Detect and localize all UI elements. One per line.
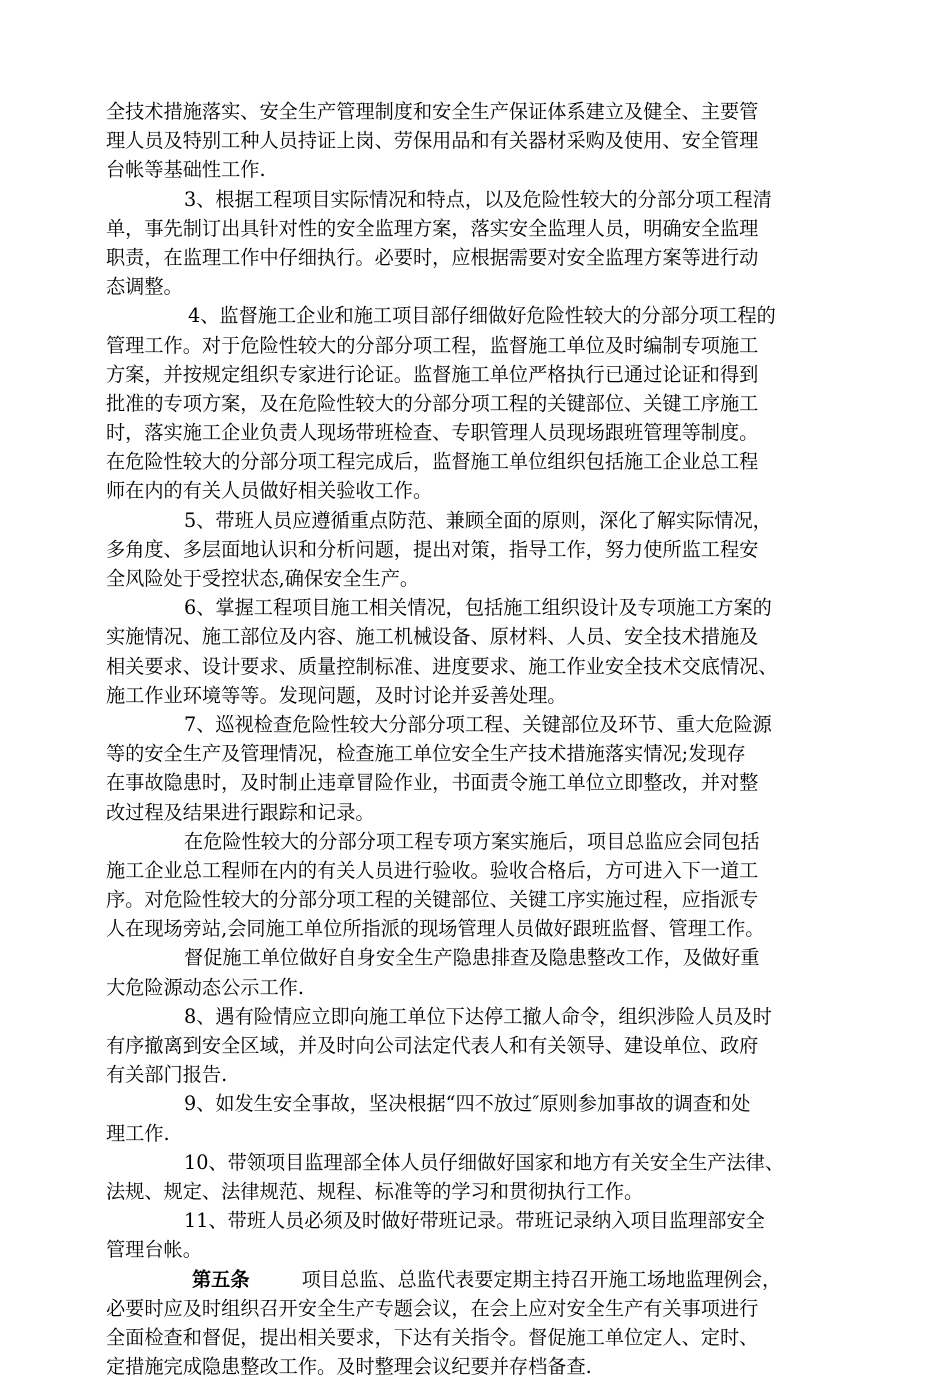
paragraph-11-start: 11、带班人员必须及时做好带班记录。带班记录纳入项目监理部安全 xyxy=(184,1209,765,1233)
text-line: 管理台帐。 xyxy=(106,1238,202,1262)
text-line: 批准的专项方案，及在危险性较大的分部分项工程的关键部位、关键工序施工 xyxy=(106,391,759,415)
text-line: 管理工作。对于危险性较大的分部分项工程，监督施工单位及时编制专项施工 xyxy=(106,333,759,357)
paragraph-acceptance-start: 在危险性较大的分部分项工程专项方案实施后，项目总监应会同包括 xyxy=(184,829,760,853)
paragraph-supervise-start: 督促施工单位做好自身安全生产隐患排查及隐患整改工作，及做好重 xyxy=(184,946,760,970)
text-line: 法规、规定、法律规范、规程、标准等的学习和贯彻执行工作。 xyxy=(106,1179,644,1203)
text-line: 施工企业总工程师在内的有关人员进行验收。验收合格后，方可进入下一道工 xyxy=(106,858,759,882)
paragraph-3-start: 3、根据工程项目实际情况和特点，以及危险性较大的分部分项工程清 xyxy=(184,187,772,211)
text-line: 单，事先制订出具针对性的安全监理方案，落实安全监理人员，明确安全监理 xyxy=(106,216,759,240)
document-body xyxy=(106,97,866,1381)
article-5-heading-line xyxy=(106,1265,866,1294)
text-line: 理工作. xyxy=(106,1121,170,1145)
text-line: 有序撤离到安全区域，并及时向公司法定代表人和有关领导、建设单位、政府 xyxy=(106,1034,759,1057)
text-line: 必要时应及时组织召开安全生产专题会议，在会上应对安全生产有关事项进行 xyxy=(106,1296,759,1320)
paragraph-5-start: 5、带班人员应遵循重点防范、兼顾全面的原则，深化了解实际情况， xyxy=(184,508,772,532)
paragraph-10-start: 10、带领项目监理部全体人员仔细做好国家和地方有关安全生产法律、 xyxy=(184,1150,785,1174)
text-line: 台帐等基础性工作. xyxy=(106,158,266,182)
text-line: 相关要求、设计要求、质量控制标准、进度要求、施工作业安全技术交底情况、 xyxy=(106,654,778,678)
text-line: 有关部门报告. xyxy=(106,1063,228,1087)
article-title: 第五条 xyxy=(192,1267,250,1291)
text-line: 师在内的有关人员做好相关验收工作。 xyxy=(106,479,433,503)
text-line: 大危险源动态公示工作. xyxy=(106,975,304,999)
text-line: 全面检查和督促，提出相关要求，下达有关指令。督促施工单位定人、定时、 xyxy=(106,1325,759,1349)
paragraph-7-start: 7、巡视检查危险性较大分部分项工程、关键部位及环节、重大危险源 xyxy=(184,712,772,736)
paragraph-4-start: 4、监督施工企业和施工项目部仔细做好危险性较大的分部分项工程的 xyxy=(188,304,776,328)
text-line: 在事故隐患时，及时制止违章冒险作业，书面责令施工单位立即整改，并对整 xyxy=(106,771,759,795)
paragraph-8-start: 8、遇有险情应立即向施工单位下达停工撤人命令，组织涉险人员及时 xyxy=(184,1004,772,1028)
article-first-line: 项目总监、总监代表要定期主持召开施工场地监理例会， xyxy=(301,1267,782,1291)
text-line: 改过程及结果进行跟踪和记录。 xyxy=(106,800,375,824)
text-line: 实施情况、施工部位及内容、施工机械设备、原材料、人员、安全技术措施及 xyxy=(106,625,759,649)
text-line: 方案，并按规定组织专家进行论证。监督施工单位严格执行已通过论证和得到 xyxy=(106,362,759,386)
text-line: 时，落实施工企业负责人现场带班检查、专职管理人员现场跟班管理等制度。 xyxy=(106,421,759,445)
text-line: 全技术措施落实、安全生产管理制度和安全生产保证体系建立及健全、主要管 xyxy=(106,100,759,123)
paragraph-6-start: 6、掌握工程项目施工相关情况，包括施工组织设计及专项施工方案的 xyxy=(184,596,772,620)
text-line: 多角度、多层面地认识和分析问题，提出对策，指导工作，努力使所监工程安 xyxy=(106,537,759,561)
text-line: 在危险性较大的分部分项工程完成后，监督施工单位组织包括施工企业总工程 xyxy=(106,450,759,474)
text-line: 等的安全生产及管理情况，检查施工单位安全生产技术措施落实情况;发现存 xyxy=(106,742,746,766)
text-line: 施工作业环境等等。发现问题，及时讨论并妥善处理。 xyxy=(106,683,567,707)
paragraph-9-start: 9、如发生安全事故，坚决根据“四不放过″原则参加事故的调查和处 xyxy=(184,1092,751,1116)
text-line: 人在现场旁站,会同施工单位所指派的现场管理人员做好跟班监督、管理工作。 xyxy=(106,917,765,941)
text-line: 序。对危险性较大的分部分项工程的关键部位、关键工序实施过程，应指派专 xyxy=(106,888,759,912)
text-line: 理人员及特别工种人员持证上岗、劳保用品和有关器材采购及使用、安全管理 xyxy=(106,129,759,153)
text-line: 定措施完成隐患整改工作。及时整理会议纪要并存档备查. xyxy=(106,1355,592,1379)
text-line: 职责，在监理工作中仔细执行。必要时，应根据需要对安全监理方案等进行动 xyxy=(106,245,759,269)
text-line: 全风险处于受控状态,确保安全生产。 xyxy=(106,567,420,590)
text-line: 态调整。 xyxy=(106,275,183,299)
